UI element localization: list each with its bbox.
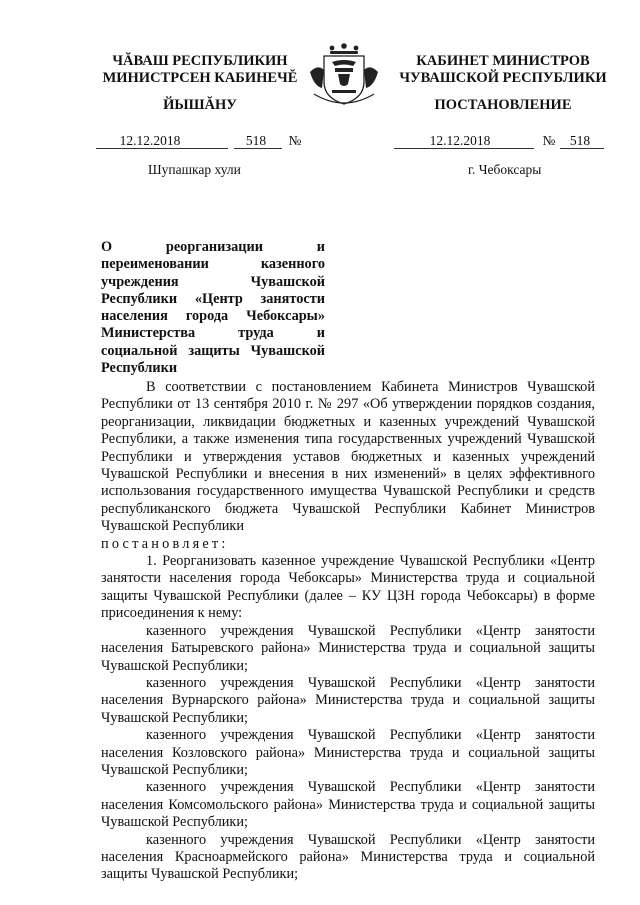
place-left: Шупашкар хули <box>148 162 241 177</box>
header-left <box>100 53 300 87</box>
number-sign-left: № <box>288 133 302 148</box>
list-item: казенного учреждения Чувашской Республики «Центр занятости населения Красноармейского района» Министерства труда и социальной защиты Чувашской Республики; <box>101 831 595 883</box>
resolves-word: постановляет: <box>101 535 229 552</box>
number-right-underline <box>560 148 604 149</box>
header-right-line1: КАБИНЕТ МИНИСТРОВ <box>416 53 590 69</box>
place-right: г. Чебоксары <box>468 162 542 177</box>
number-left: 518 <box>245 133 267 148</box>
number-left-underline <box>234 148 282 149</box>
number-right: 518 <box>569 133 591 148</box>
date-line-left <box>96 133 310 151</box>
point-1-paragraph: 1. Реорганизовать казенное учреждение Чувашской Республики «Центр занятости населения города Чебоксары» Министерства труда и социальной защиты Чувашской Республики (далее – КУ ЦЗН города Чебоксары) в форме присоединения к нему: <box>101 553 595 622</box>
date-right-underline <box>394 148 534 149</box>
list-item: казенного учреждения Чувашской Республики «Центр занятости населения Вурнарского района» Министерства труда и социальной защиты Чувашской Республики; <box>101 674 595 726</box>
doc-type-right: ПОСТАНОВЛЕНИЕ <box>434 97 572 113</box>
resolution-title: О реорганизации и переименовании казенного учреждения Чувашской Республики «Центр занятости населения города Чебоксары» Министерства труда и социальной защиты Чувашской Республики <box>101 239 325 377</box>
header-left-line2: МИНИСТРСЕН КАБИНЕЧĔ <box>102 70 298 86</box>
date-left-underline <box>96 148 228 149</box>
date-left: 12.12.2018 <box>119 133 181 148</box>
header-right <box>388 53 618 87</box>
date-line-right <box>394 133 614 151</box>
coat-of-arms-emblem <box>302 42 386 108</box>
doc-type-left: ЙЫШĂНУ <box>163 97 237 113</box>
preamble-paragraph: В соответствии с постановлением Кабинета Министров Чувашской Республики от 13 сентября 2010 г. № 297 «Об утверждении порядков создания, реорганизации, ликвидации бюджетных и казенных учреждений Чувашской Республики, а также изменения типа государственных учреждений Чувашской Республики и утверждения уставов бюджетных и казенных учреждений Чувашской Республики и внесения в них изменений» в целях эффективного использования государственного имущества Чувашской Республики и средств республиканского бюджета Чувашской Республики Кабинет Министров Чувашской Республики <box>101 379 595 535</box>
header-left-line1: ЧĂВАШ РЕСПУБЛИКИН <box>112 53 288 69</box>
header-right-line2: ЧУВАШСКОЙ РЕСПУБЛИКИ <box>399 70 607 86</box>
list-item: казенного учреждения Чувашской Республики «Центр занятости населения Козловского района» Министерства труда и социальной защиты Чувашской Республики; <box>101 727 595 778</box>
number-sign-right: № <box>542 133 556 148</box>
date-right: 12.12.2018 <box>429 133 491 148</box>
body-text <box>101 379 595 884</box>
list-item: казенного учреждения Чувашской Республики «Центр занятости населения Батыревского района» Министерства труда и социальной защиты Чувашской Республики; <box>101 622 595 674</box>
list-item: казенного учреждения Чувашской Республики «Центр занятости населения Комсомольского района» Министерства труда и социальной защиты Чувашской Республики; <box>101 779 595 831</box>
